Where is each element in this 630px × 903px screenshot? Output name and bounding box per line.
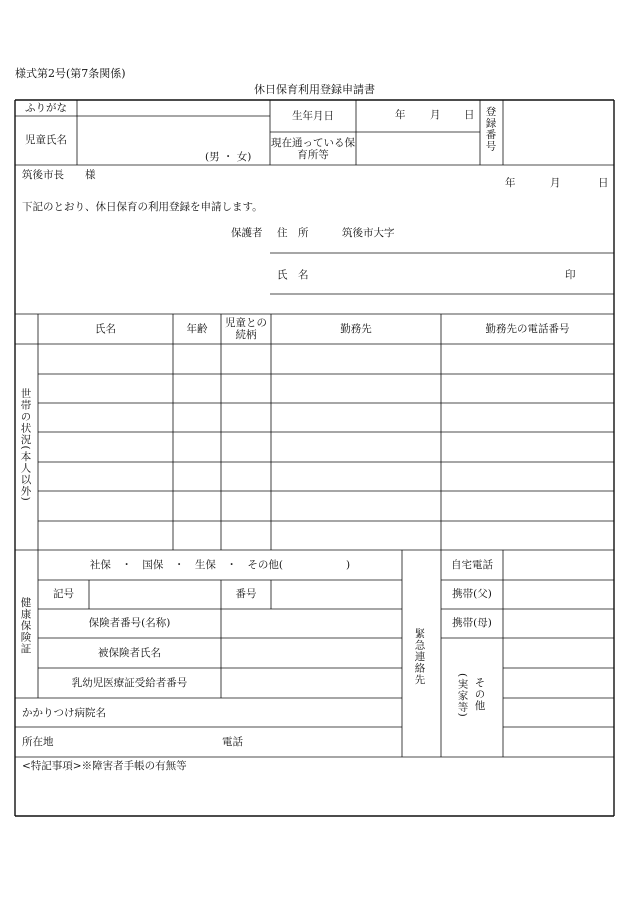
child-name-label: 児童氏名 <box>25 134 67 147</box>
household-col-workplace: 勤務先 <box>340 322 372 335</box>
birth-month-label: 月 <box>430 109 441 121</box>
birth-date-label: 生年月日 <box>292 109 334 122</box>
application-year-label: 年 <box>505 177 516 189</box>
name-label: 氏 名 <box>277 269 309 281</box>
application-day-label: 日 <box>598 177 609 189</box>
insured-name-label: 被保険者氏名 <box>98 646 161 659</box>
hospital-name-label: かかりつけ病院名 <box>22 707 106 719</box>
emergency-label: 緊急連絡先 <box>413 628 426 686</box>
addressee: 筑後市長 様 <box>22 169 96 181</box>
hospital-phone-label: 電話 <box>222 736 243 748</box>
birth-year-label: 年 <box>395 109 406 121</box>
insurance-number-label: 番号 <box>235 588 257 601</box>
insurance-side-label: 健康保険証 <box>19 597 32 655</box>
address-value: 筑後市大字 <box>342 227 395 239</box>
registration-number-label: 登録番号 <box>484 106 497 152</box>
household-col-name: 氏名 <box>95 322 116 335</box>
household-col-age: 年齢 <box>186 322 208 335</box>
seal-label: 印 <box>565 269 576 281</box>
current-facility-label: 現在通っている保育所等 <box>271 136 355 161</box>
mobile-father-label: 携帯(父) <box>452 588 492 601</box>
emergency-other-label: その他 <box>473 677 486 712</box>
birth-day-label: 日 <box>464 109 475 121</box>
insurance-symbol-label: 記号 <box>53 588 74 601</box>
address-label: 住 所 <box>277 227 309 239</box>
mobile-mother-label: 携帯(母) <box>452 617 492 630</box>
application-statement: 下記のとおり、休日保育の利用登録を申請します。 <box>22 201 263 213</box>
emergency-other-sub-label: (実家等) <box>456 673 469 718</box>
remarks-label: <特記事項>※障害者手帳の有無等 <box>22 760 187 772</box>
household-col-relation: 児童との続柄 <box>225 316 267 341</box>
insurance-types: 社保 ・ 国保 ・ 生保 ・ その他( ) <box>89 558 351 571</box>
home-phone-label: 自宅電話 <box>451 558 493 571</box>
form-number: 様式第2号(第7条関係) <box>15 67 126 80</box>
furigana-label: ふりがな <box>25 101 67 114</box>
form-title: 休日保育利用登録申請書 <box>254 83 375 97</box>
household-side-label: 世帯の状況(本人以外) <box>19 388 32 502</box>
insurer-number-label: 保険者番号(名称) <box>88 617 171 630</box>
household-col-work-phone: 勤務先の電話番号 <box>485 322 570 335</box>
medical-cert-label: 乳幼児医療証受給者番号 <box>71 676 188 689</box>
gender-label: (男 ・ 女) <box>205 151 252 163</box>
application-month-label: 月 <box>550 177 561 189</box>
hospital-location-label: 所在地 <box>22 736 54 748</box>
guardian-label: 保護者 <box>231 227 263 239</box>
